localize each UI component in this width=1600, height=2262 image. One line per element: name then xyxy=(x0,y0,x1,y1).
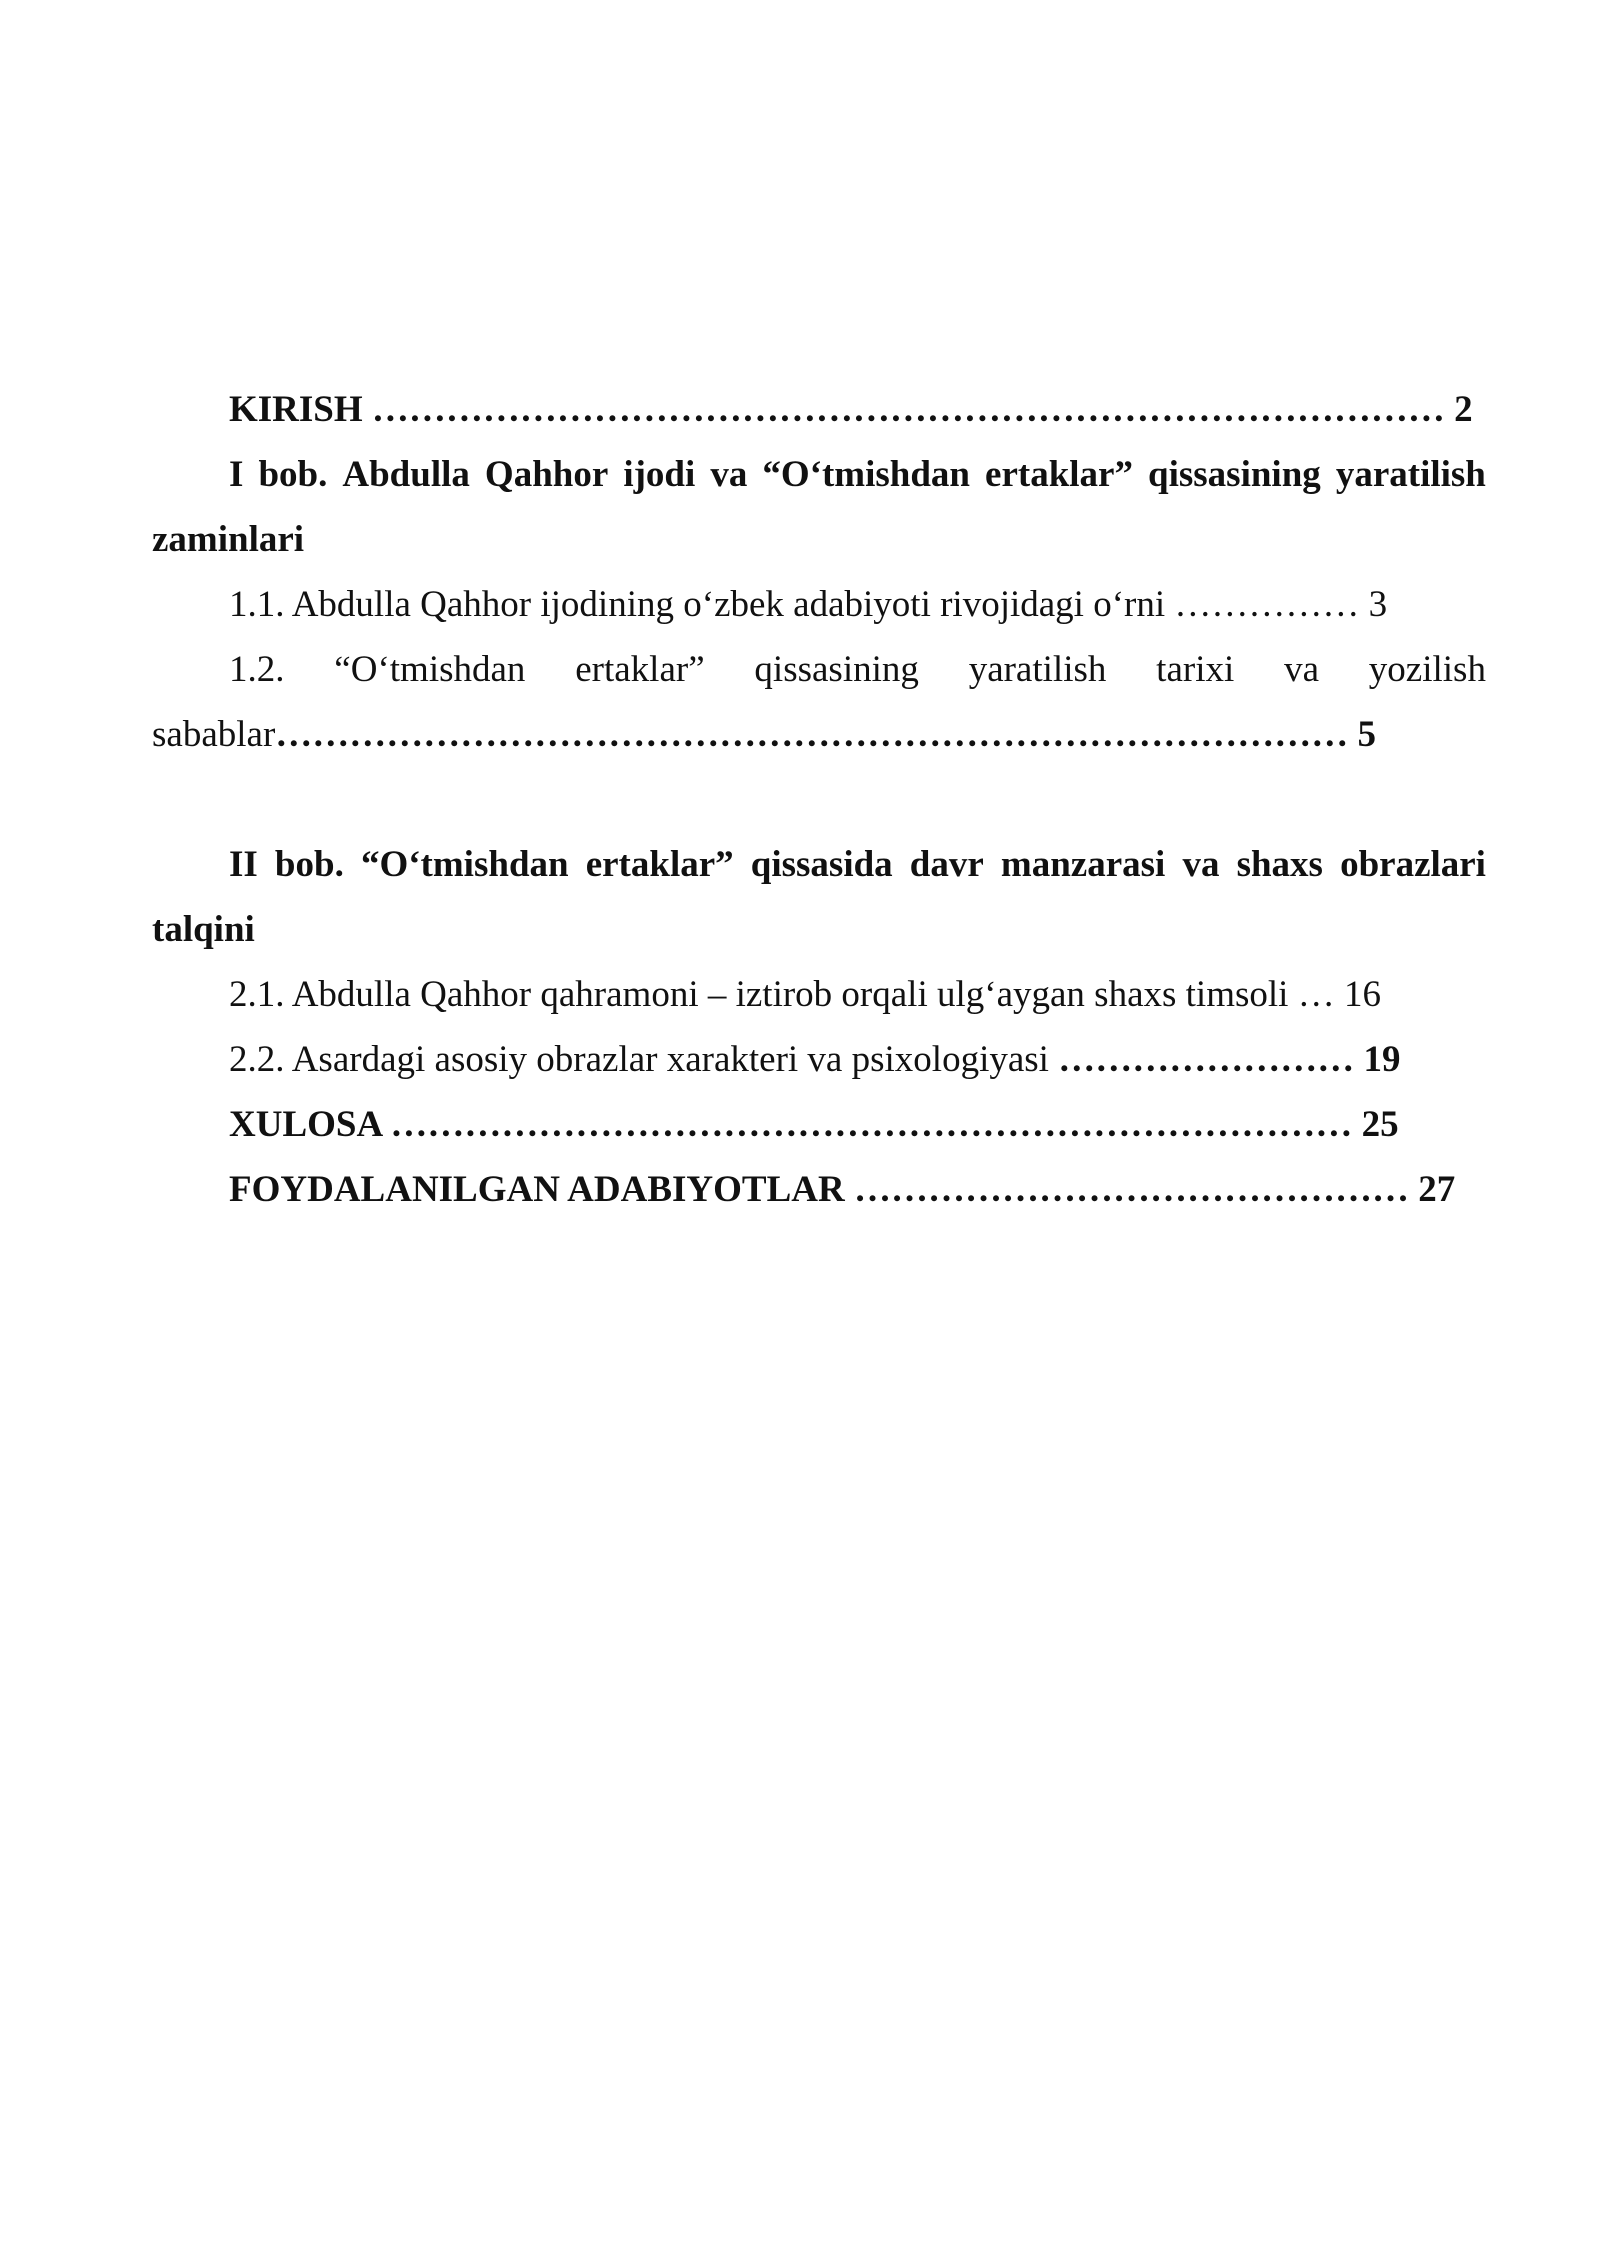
toc-word: davr xyxy=(909,844,984,885)
toc-word: qissasining xyxy=(1148,454,1321,495)
toc-word: 1.2. xyxy=(229,649,285,690)
table-of-contents xyxy=(152,377,1486,1222)
toc-word: ertaklar” xyxy=(575,649,705,690)
toc-entry-adabiyotlar xyxy=(152,1157,1486,1222)
toc-entry-kirish xyxy=(152,377,1486,442)
toc-word: va xyxy=(710,454,748,495)
toc-label: 2.2. Asardagi asosiy obrazlar xarakteri va psixologiyasi xyxy=(229,1039,1049,1080)
toc-word: ertaklar” xyxy=(585,844,734,885)
toc-chapter-1-line-2 xyxy=(152,507,1486,572)
toc-page-number: 27 xyxy=(1418,1169,1456,1210)
toc-word: manzarasi xyxy=(1000,844,1166,885)
toc-dots: …………………………………………………………………………… xyxy=(371,389,1445,430)
toc-entry-1-2-line-2 xyxy=(152,702,1486,767)
toc-word: va xyxy=(1284,649,1319,690)
toc-entry-1-2-line-1 xyxy=(152,637,1486,702)
toc-page-number: 25 xyxy=(1361,1104,1399,1145)
toc-word: Abdulla xyxy=(342,454,470,495)
toc-page-number: 19 xyxy=(1363,1039,1401,1080)
toc-word: yaratilish xyxy=(1335,454,1486,495)
toc-entry-2-2 xyxy=(152,1027,1486,1092)
toc-word: “O‘tmishdan xyxy=(334,649,526,690)
toc-word: yaratilish xyxy=(968,649,1107,690)
toc-chapter-2-line-2 xyxy=(152,897,1486,962)
toc-page-number: 16 xyxy=(1343,974,1381,1015)
toc-word: shaxs xyxy=(1236,844,1323,885)
toc-chapter-1-line-1 xyxy=(152,442,1486,507)
toc-word: obrazlari xyxy=(1340,844,1486,885)
toc-label: KIRISH xyxy=(229,389,363,430)
toc-entry-1-1 xyxy=(152,572,1486,637)
toc-word: bob. xyxy=(274,844,344,885)
toc-dots: ……………………………………… xyxy=(853,1169,1409,1210)
toc-label: sababla xyxy=(152,714,263,755)
toc-word: qissasida xyxy=(750,844,893,885)
toc-word: ertaklar” xyxy=(985,454,1133,495)
toc-page-number: 5 xyxy=(1357,714,1377,755)
toc-dots: …………………………………………………………………………… xyxy=(275,714,1349,755)
toc-dots: … xyxy=(1297,974,1335,1015)
toc-dots: …………………………………………………………………… xyxy=(390,1104,1353,1145)
toc-chapter-2-line-1 xyxy=(152,832,1486,897)
toc-label: FOYDALANILGAN ADABIYOTLAR xyxy=(229,1169,845,1210)
toc-word: Qahhor xyxy=(484,454,609,495)
toc-label-suffix: r xyxy=(262,714,276,755)
toc-dots: …………… xyxy=(1174,584,1360,625)
toc-label: XULOSA xyxy=(229,1104,382,1145)
toc-word: va xyxy=(1182,844,1220,885)
toc-word: yozilish xyxy=(1368,649,1486,690)
toc-word: qissasining xyxy=(754,649,919,690)
toc-word: II xyxy=(229,844,258,885)
spacer xyxy=(152,767,1486,832)
toc-word: ijodi xyxy=(623,454,696,495)
toc-word: “O‘tmishdan xyxy=(762,454,970,495)
toc-entry-xulosa xyxy=(152,1092,1486,1157)
toc-dots: …………………… xyxy=(1058,1039,1355,1080)
toc-entry-2-1 xyxy=(152,962,1486,1027)
toc-label: 2.1. Abdulla Qahhor qahramoni – iztirob orqali ulg‘aygan shaxs timsoli xyxy=(229,974,1289,1015)
toc-page-number: 3 xyxy=(1368,584,1388,625)
toc-word: “O‘tmishdan xyxy=(360,844,569,885)
toc-label: zaminlari xyxy=(152,519,305,560)
toc-label: 1.1. Abdulla Qahhor ijodining o‘zbek adabiyoti rivojidagi o‘rni xyxy=(229,584,1166,625)
toc-word: I xyxy=(229,454,244,495)
toc-label: talqini xyxy=(152,909,255,950)
toc-page-number: 2 xyxy=(1454,389,1473,430)
toc-word: bob. xyxy=(258,454,328,495)
toc-word: tarixi xyxy=(1156,649,1235,690)
